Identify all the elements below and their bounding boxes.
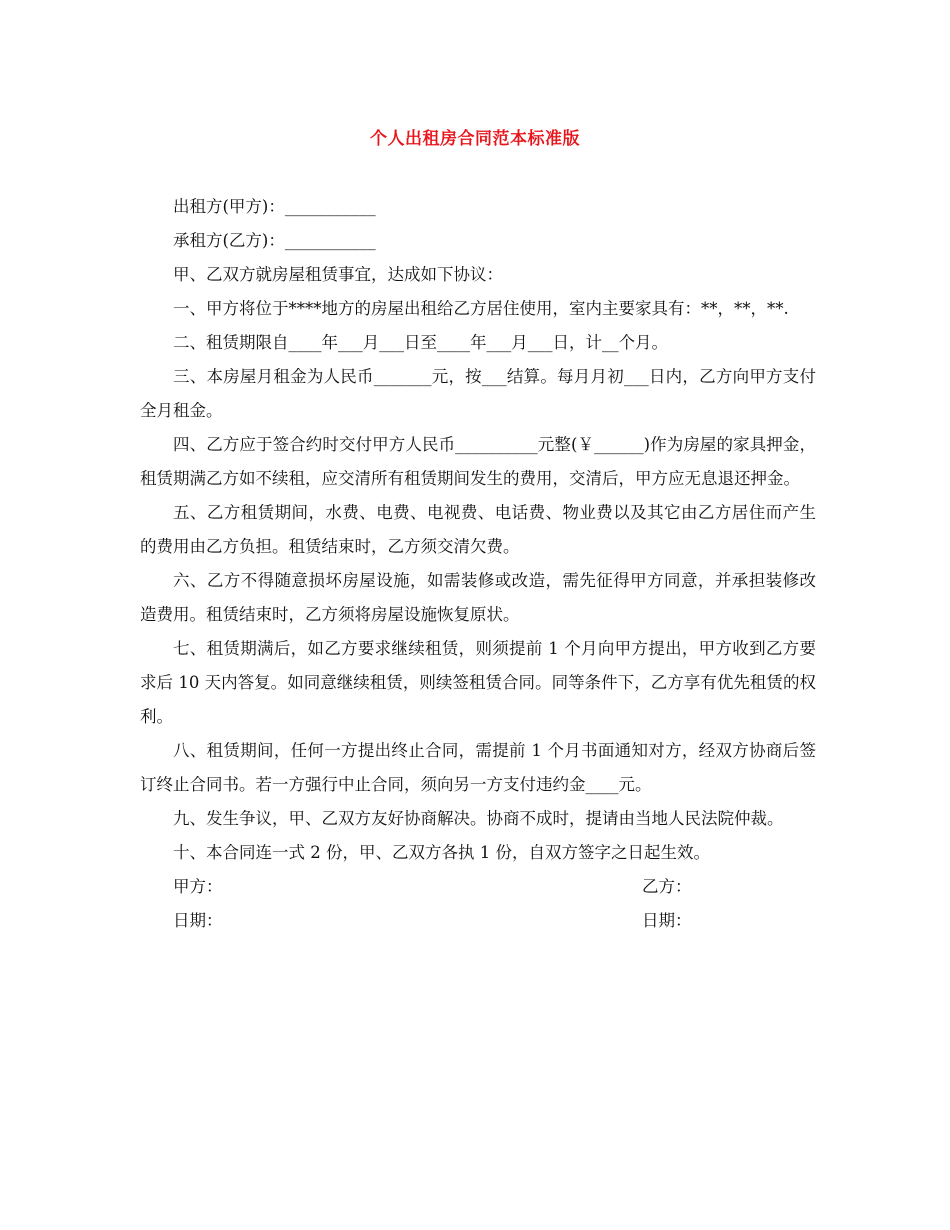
party-b-signature-label: 乙方：: [642, 877, 692, 896]
clause-10: 十、本合同连一式 2 份，甲、乙双方各执 1 份，自双方签字之日起生效。: [173, 843, 710, 862]
party-a-date-label: 日期：: [173, 911, 223, 930]
clause-2: 二、租赁期限自____年___月___日至____年___月___日，计__个月。: [173, 333, 668, 352]
clause-4: 四、乙方应于签合约时交付甲方人民币__________元整(￥______)作为房屋的家具押金，租赁期满乙方如不续租，应交清所有租赁期间发生的费用，交清后，甲方应无息退还押金。: [140, 435, 816, 488]
clause-1: 一、甲方将位于****地方的房屋出租给乙方居住使用，室内主要家具有：**，**，**.: [173, 299, 789, 318]
document-title: 个人出租房合同范本标准版: [370, 129, 580, 149]
lessee-line: 承租方(乙方)：___________: [173, 231, 376, 250]
clause-9: 九、发生争议，甲、乙双方友好协商解决。协商不成时，提请由当地人民法院仲裁。: [173, 809, 784, 828]
clause-3: 三、本房屋月租金为人民币_______元，按___结算。每月月初___日内，乙方向甲方支付全月租金。: [140, 367, 816, 420]
clause-7: 七、租赁期满后，如乙方要求继续租赁，则须提前 1 个月向甲方提出，甲方收到乙方要求后 10 天内答复。如同意继续租赁，则续签租赁合同。同等条件下，乙方享有优先租赁的权利。: [140, 639, 816, 726]
agreement-intro: 甲、乙双方就房屋租赁事宜，达成如下协议：: [173, 265, 503, 284]
date-row: [140, 904, 816, 938]
clause-8: 八、租赁期间，任何一方提出终止合同，需提前 1 个月书面通知对方，经双方协商后签订终止合同书。若一方强行中止合同，须向另一方支付违约金____元。: [140, 741, 816, 794]
contract-body: [140, 190, 816, 938]
lessor-line: 出租方(甲方)：___________: [173, 197, 376, 216]
clause-6: 六、乙方不得随意损坏房屋设施，如需装修或改造，需先征得甲方同意，并承担装修改造费用。租赁结束时，乙方须将房屋设施恢复原状。: [140, 571, 816, 624]
signature-row: [140, 870, 816, 904]
party-b-date-label: 日期：: [642, 911, 692, 930]
clause-5: 五、乙方租赁期间，水费、电费、电视费、电话费、物业费以及其它由乙方居住而产生的费用由乙方负担。租赁结束时，乙方须交清欠费。: [140, 503, 816, 556]
party-a-signature-label: 甲方：: [173, 877, 223, 896]
